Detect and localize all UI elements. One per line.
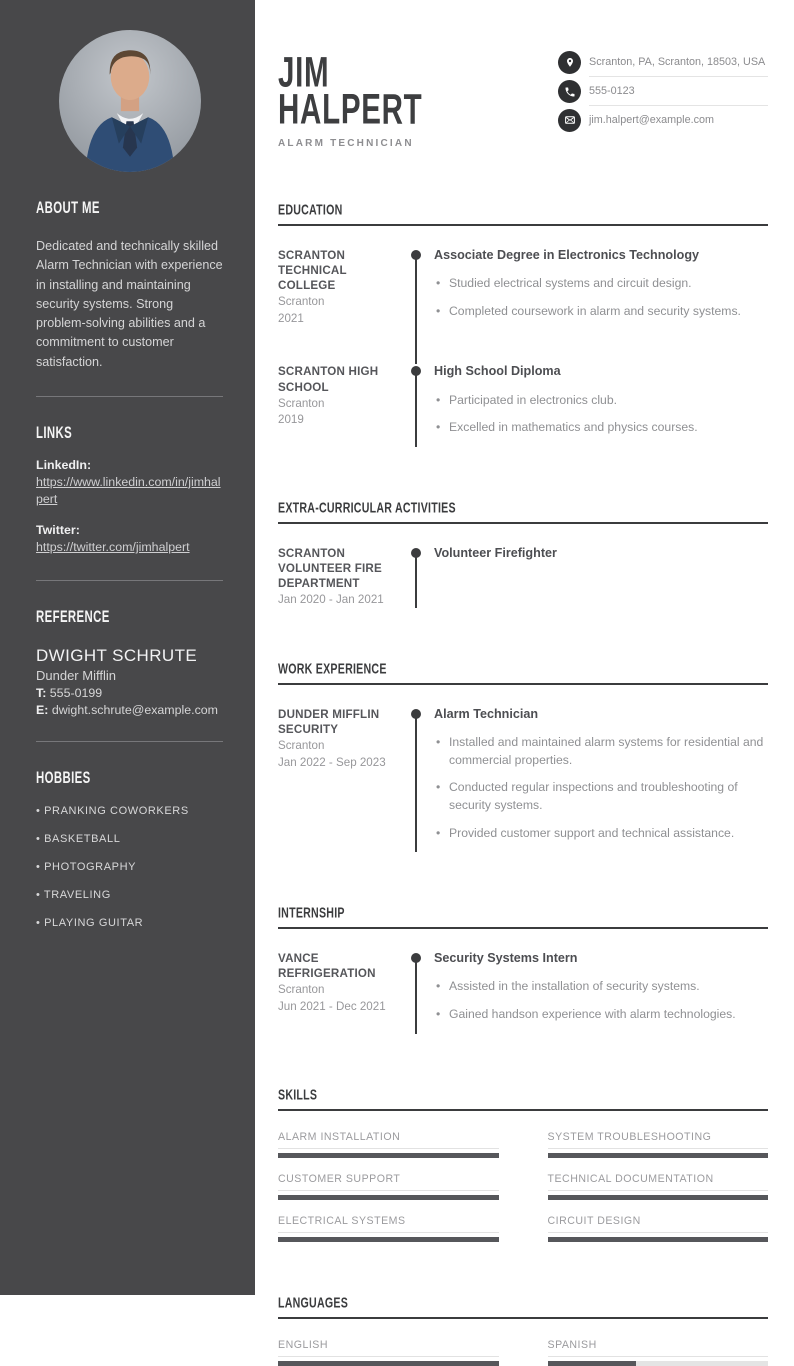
location-icon [558, 51, 581, 74]
bullet-item: • Studied electrical systems and circuit design. [434, 275, 768, 293]
hobby-item: • TRAVELING [36, 889, 223, 901]
bullet-item: • Installed and maintained alarm systems for residential and commercial properties. [434, 734, 768, 769]
skill-bar [278, 1237, 499, 1242]
timeline [406, 248, 426, 330]
section-extra-curricular [278, 499, 768, 608]
reference-company: Dunder Mifflin [36, 668, 116, 684]
link-item-linkedin [36, 458, 223, 507]
linkedin-link[interactable]: https://www.linkedin.com/in/jimhalpert [36, 474, 221, 506]
section-education [278, 201, 768, 447]
skill-name: ELECTRICAL SYSTEMS [278, 1215, 499, 1233]
bullet-item: • Completed coursework in alarm and security systems. [434, 303, 768, 321]
entry-location: Scranton [278, 295, 325, 309]
skill-name: CIRCUIT DESIGN [548, 1215, 769, 1233]
internship-heading: INTERNSHIP [278, 904, 768, 929]
contact-email: jim.halpert@example.com [589, 114, 714, 126]
entry-org: VANCE REFRIGERATION [278, 952, 376, 981]
skill-item [548, 1131, 769, 1158]
bullet-item: • Gained handson experience with alarm technologies. [434, 1006, 768, 1024]
entry-org: SCRANTON VOLUNTEER FIRE DEPARTMENT [278, 546, 382, 591]
extra-curricular-entry [278, 546, 768, 608]
contact-phone: 555-0123 [589, 77, 768, 106]
language-item [278, 1339, 499, 1366]
internship-entry [278, 951, 768, 1033]
email-icon [558, 109, 581, 132]
section-work-experience [278, 660, 768, 853]
link-item-twitter [36, 523, 223, 556]
about-section [36, 200, 223, 372]
sidebar-divider [36, 396, 223, 397]
reference-heading: REFERENCE [36, 608, 110, 627]
section-languages [278, 1294, 768, 1366]
job-title: ALARM TECHNICIAN [278, 138, 414, 149]
reference-section [36, 609, 223, 717]
languages-grid [278, 1339, 768, 1366]
timeline [406, 707, 426, 853]
sidebar-divider [36, 741, 223, 742]
skill-bar [548, 1153, 769, 1158]
bullet-item: • Conducted regular inspections and troubleshooting of security systems. [434, 779, 768, 814]
reference-name: DWIGHT SCHRUTE [36, 646, 198, 666]
reference-phone: T: 555-0199 [36, 686, 103, 701]
hobby-item: • PHOTOGRAPHY [36, 861, 223, 873]
hobby-list [36, 805, 223, 929]
hobbies-heading: HOBBIES [36, 769, 91, 788]
about-heading: ABOUT ME [36, 199, 100, 218]
skill-item [278, 1215, 499, 1242]
section-internship [278, 904, 768, 1033]
hobby-item: • PLAYING GUITAR [36, 917, 223, 929]
skill-name: CUSTOMER SUPPORT [278, 1173, 499, 1191]
skill-name: ALARM INSTALLATION [278, 1131, 499, 1149]
first-name: JIM [278, 47, 330, 96]
skills-grid [278, 1131, 768, 1242]
sidebar-divider [36, 580, 223, 581]
skills-heading: SKILLS [278, 1086, 768, 1111]
education-entries [278, 248, 768, 447]
education-entry [278, 248, 768, 330]
contact-location: Scranton, PA, Scranton, 18503, USA [589, 48, 768, 77]
bullet-item: • Excelled in mathematics and physics courses. [434, 419, 768, 437]
phone-icon [558, 80, 581, 103]
skill-bar [278, 1195, 499, 1200]
entry-title: Alarm Technician [434, 706, 539, 721]
last-name: HALPERT [278, 84, 423, 133]
main-content [255, 0, 794, 1351]
name-block [278, 46, 558, 149]
entry-date: Jun 2021 - Dec 2021 [278, 1000, 386, 1014]
timeline [406, 546, 426, 608]
hobbies-section [36, 770, 223, 929]
skill-name: SYSTEM TROUBLESHOOTING [548, 1131, 769, 1149]
bullet-item: • Participated in electronics club. [434, 392, 768, 410]
entry-title: Associate Degree in Electronics Technology [434, 248, 700, 262]
language-bar [278, 1361, 499, 1366]
entry-location: Scranton [278, 983, 325, 997]
entry-date: 2021 [278, 311, 304, 325]
sidebar [0, 0, 255, 1295]
contact-row-location [558, 48, 768, 77]
contact-block [558, 46, 768, 134]
skill-bar [278, 1153, 499, 1158]
education-entry [278, 364, 768, 446]
twitter-link[interactable]: https://twitter.com/jimhalpert [36, 540, 190, 555]
entry-date: 2019 [278, 413, 304, 427]
language-name: SPANISH [548, 1339, 769, 1357]
entry-location: Scranton [278, 396, 325, 410]
skill-item [278, 1131, 499, 1158]
language-bar [548, 1361, 769, 1366]
entry-location: Scranton [278, 738, 325, 752]
contact-row-phone [558, 77, 768, 106]
entry-org: DUNDER MIFFLIN SECURITY [278, 707, 380, 736]
skill-name: TECHNICAL DOCUMENTATION [548, 1173, 769, 1191]
links-section [36, 425, 223, 556]
hobby-item: • PRANKING COWORKERS [36, 805, 223, 817]
entry-org: SCRANTON TECHNICAL COLLEGE [278, 249, 347, 293]
reference-email: E: dwight.schrute@example.com [36, 703, 218, 718]
skill-item [548, 1173, 769, 1200]
skill-bar [548, 1237, 769, 1242]
entry-title: High School Diploma [434, 364, 561, 379]
about-text: Dedicated and technically skilled Alarm Technician with experience in installing and maintaining security systems. Strong problem-solving abilities and a commitment to customer satisfaction. [36, 239, 223, 369]
profile-photo [59, 30, 201, 172]
links-heading: LINKS [36, 424, 73, 443]
education-heading: EDUCATION [278, 201, 768, 226]
skill-item [278, 1173, 499, 1200]
bullet-item: • Assisted in the installation of security systems. [434, 978, 768, 996]
section-skills [278, 1086, 768, 1242]
entry-date: Jan 2020 - Jan 2021 [278, 593, 384, 607]
extra-curricular-heading: EXTRA-CURRICULAR ACTIVITIES [278, 499, 768, 524]
entry-title: Volunteer Firefighter [434, 545, 557, 560]
timeline [406, 951, 426, 1033]
language-item [548, 1339, 769, 1366]
languages-heading: LANGUAGES [278, 1294, 768, 1319]
entry-date: Jan 2022 - Sep 2023 [278, 755, 386, 769]
bullet-item: • Provided customer support and technical assistance. [434, 825, 768, 843]
hobby-item: • BASKETBALL [36, 833, 223, 845]
link-label: Twitter: [36, 523, 80, 538]
timeline [406, 364, 426, 446]
work-experience-heading: WORK EXPERIENCE [278, 660, 768, 685]
header [278, 46, 768, 149]
entry-title: Security Systems Intern [434, 951, 578, 966]
language-name: ENGLISH [278, 1339, 499, 1357]
skill-item [548, 1215, 769, 1242]
skill-bar [548, 1195, 769, 1200]
entry-org: SCRANTON HIGH SCHOOL [278, 365, 379, 394]
avatar-illustration [59, 30, 201, 172]
contact-row-email [558, 106, 768, 134]
work-entry [278, 707, 768, 853]
link-label: LinkedIn: [36, 457, 92, 472]
